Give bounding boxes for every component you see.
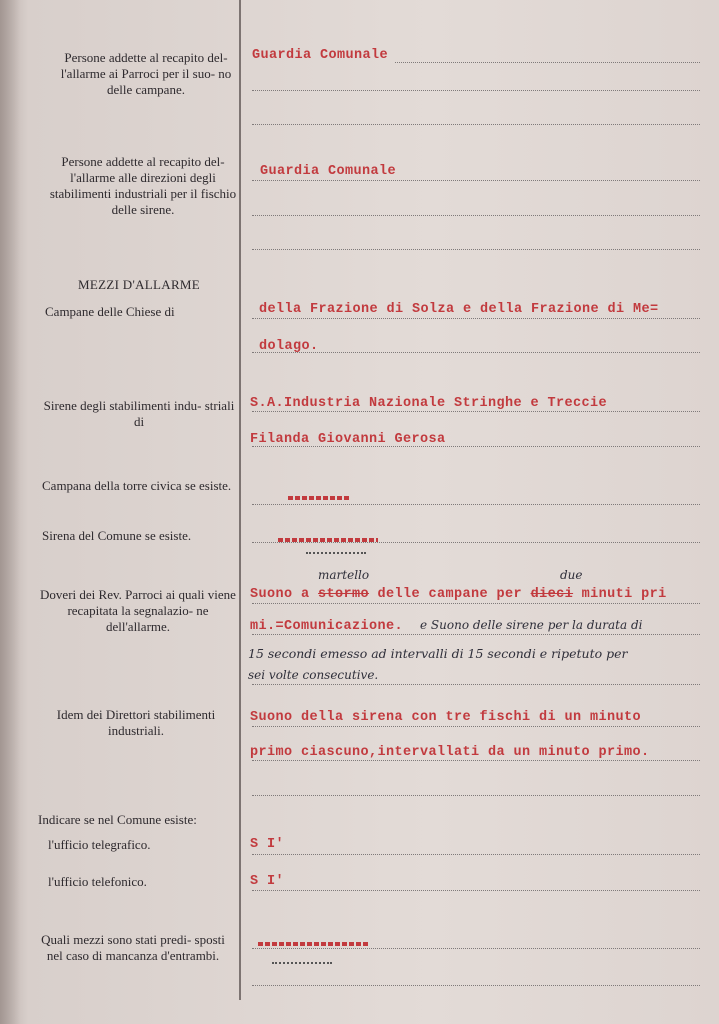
value-direttori-2: primo ciascuno,intervallati da un minuto primo. (250, 745, 650, 760)
dots-mark (306, 552, 366, 554)
handwritten-note: 15 secondi emesso ad intervalli di 15 secondi e ripetuto per (248, 646, 628, 661)
field-line (395, 62, 700, 63)
value-sirene-2: Filanda Giovanni Gerosa (250, 432, 446, 447)
field-line (252, 890, 700, 891)
label-parroci: Persone addette al recapito del- l'allarme ai Parroci per il suo- no delle campane. (60, 50, 232, 97)
page-edge-shadow (0, 0, 20, 1024)
label-comune-esiste: Indicare se nel Comune esiste: (38, 812, 197, 827)
field-line (252, 318, 700, 319)
value-telefonico: S I' (250, 874, 285, 889)
field-line (252, 90, 700, 91)
label-campane: Campane delle Chiese di (45, 304, 175, 319)
handwritten-note: e Suono delle sirene per la durata di (420, 618, 643, 632)
value-doveri-line2: mi.=Comunicazione. (250, 619, 404, 634)
field-line (252, 504, 700, 505)
label-doveri-parroci: Doveri dei Rev. Parroci ai quali viene recapitata la segnalazio- ne dell'allarme. (40, 587, 236, 634)
struck-out-mark (258, 942, 368, 946)
handwritten-insert: martello (318, 568, 370, 582)
section-heading: MEZZI D'ALLARME (78, 277, 201, 292)
value-sirene-1: S.A.Industria Nazionale Stringhe e Treccie (250, 396, 608, 411)
label-sirene: Sirene degli stabilimenti indu- striali di (43, 398, 235, 429)
handwritten-insert: due (560, 568, 583, 582)
field-line (252, 249, 700, 250)
field-line (252, 180, 700, 181)
field-line (252, 352, 700, 353)
label-sirena-comune: Sirena del Comune se esiste. (42, 528, 192, 543)
field-line (252, 726, 700, 727)
value-stabilimenti: Guardia Comunale (260, 164, 397, 179)
dots-mark (272, 962, 332, 964)
label-telegrafico: l'ufficio telegrafico. (48, 837, 151, 852)
label-mezzi: Quali mezzi sono stati predi- sposti nel caso di mancanza d'entrambi. (41, 932, 225, 963)
field-line (252, 542, 700, 543)
field-line (252, 215, 700, 216)
field-line (252, 948, 700, 949)
field-line (252, 634, 700, 635)
field-line (252, 854, 700, 855)
value-campane-1: della Frazione di Solza e della Frazione di Me= (259, 302, 659, 317)
field-line (252, 124, 700, 125)
value-telegrafico: S I' (250, 837, 285, 852)
field-line (252, 985, 700, 986)
field-line (252, 603, 700, 604)
handwritten-note: sei volte consecutive. (248, 668, 379, 682)
label-torre: Campana della torre civica se esiste. (42, 478, 232, 493)
value-doveri-line1: Suono a stormo delle campane per dieci minuti pri (250, 587, 667, 602)
field-line (252, 760, 700, 761)
field-line (252, 684, 700, 685)
value-campane-2: dolago. (259, 339, 319, 354)
label-direttori: Idem dei Direttori stabilimenti industriali. (56, 707, 216, 738)
struck-out-mark (288, 496, 350, 500)
label-stabilimenti: Persone addette al recapito del- l'allarme alle direzioni degli stabilimenti industriali per il fischio delle sirene. (49, 154, 237, 217)
label-telefonico: l'ufficio telefonico. (48, 874, 147, 889)
value-direttori-1: Suono della sirena con tre fischi di un minuto (250, 710, 642, 725)
value-parroci: Guardia Comunale (252, 48, 389, 63)
column-divider (239, 0, 241, 1000)
field-line (252, 795, 700, 796)
field-line (252, 446, 700, 447)
field-line (252, 411, 700, 412)
